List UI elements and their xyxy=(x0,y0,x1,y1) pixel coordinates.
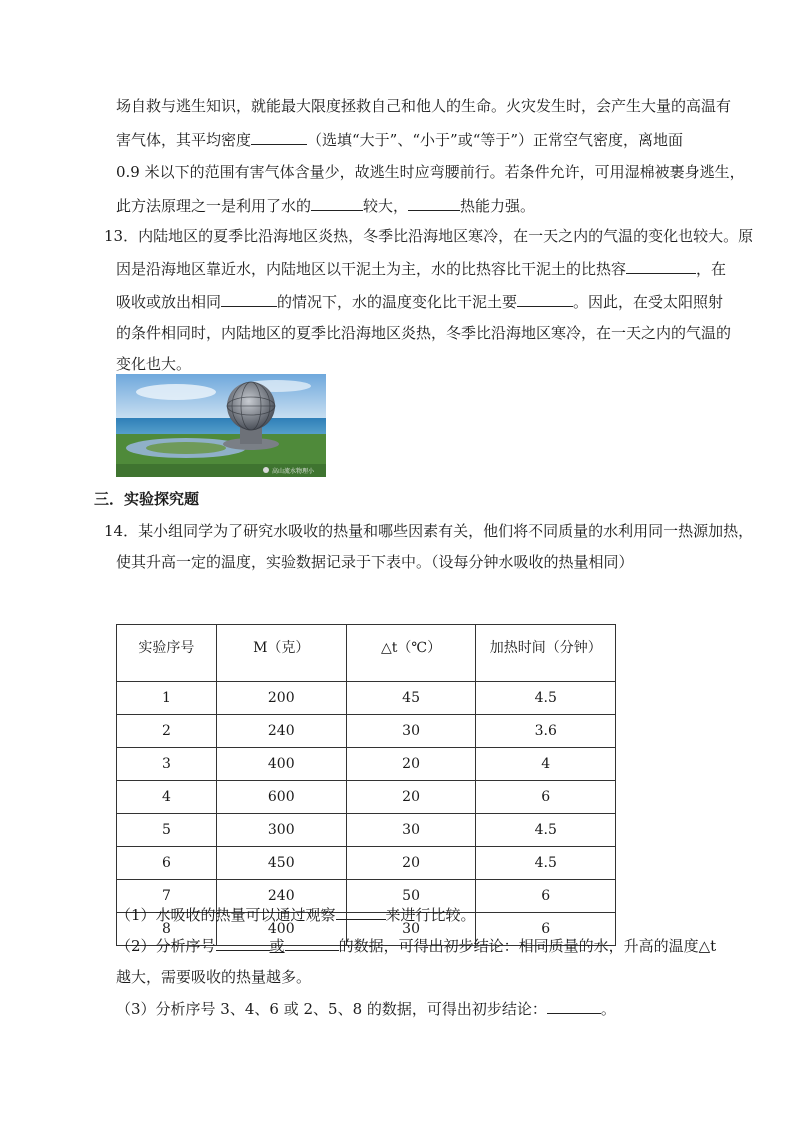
table-cell: 6 xyxy=(476,781,616,814)
table-cell: 4 xyxy=(117,781,217,814)
table-cell: 4.5 xyxy=(476,814,616,847)
table-cell: 7 xyxy=(117,880,217,913)
q14-sub-1-end: 来进行比较。 xyxy=(385,906,476,924)
answer-blank-serial-a[interactable] xyxy=(216,935,270,951)
q13-line-1: 13．内陆地区的夏季比沿海地区炎热，冬季比沿海地区寒冷，在一天之内的气温的变化也较大。原 xyxy=(104,227,754,245)
q12-line-4-end: 热能力强。 xyxy=(460,197,536,215)
table-cell: 45 xyxy=(346,682,476,715)
answer-blank-same-quantity[interactable] xyxy=(221,291,277,307)
table-cell: 400 xyxy=(216,748,346,781)
table-cell: 600 xyxy=(216,781,346,814)
q13-line-2-end: ，在 xyxy=(696,260,727,278)
answer-blank-conclusion[interactable] xyxy=(547,998,601,1014)
table-cell: 3 xyxy=(117,748,217,781)
table-header-cell: △t（℃） xyxy=(346,625,476,682)
q14-sub-2-or: 或 xyxy=(269,937,285,955)
answer-blank-serial-b[interactable] xyxy=(285,935,339,951)
section-heading: 三．实验探究题 xyxy=(94,490,200,508)
q12-line-4-start: 此方法原理之一是利用了水的 xyxy=(116,197,312,215)
coastal-landscape-photo xyxy=(116,374,326,477)
table-cell: 30 xyxy=(346,715,476,748)
q14-sub-1-start: （1）水吸收的热量可以通过观察 xyxy=(116,906,336,924)
q14-sub-2-start: （2）分析序号 xyxy=(116,937,216,955)
table-cell: 450 xyxy=(216,847,346,880)
table-cell: 240 xyxy=(216,880,346,913)
q14-sub-2 xyxy=(116,935,716,956)
table-row xyxy=(117,847,616,880)
q13-line-3-end: 。因此，在受太阳照射 xyxy=(573,293,724,311)
q13-line-3-start: 吸收或放出相同 xyxy=(116,293,222,311)
table-header-row xyxy=(117,625,616,682)
answer-blank-specific-heat[interactable] xyxy=(626,258,696,274)
q12-line-4 xyxy=(116,195,535,216)
q12-line-2-end: （选填“大于”、“小于”或“等于”）正常空气密度，离地面 xyxy=(307,131,684,149)
q14-sub-3-start: （3）分析序号 3、4、6 或 2、5、8 的数据，可得出初步结论： xyxy=(116,1000,547,1018)
table-cell: 240 xyxy=(216,715,346,748)
q14-sub-2-end: 的数据，可得出初步结论：相同质量的水，升高的温度△t xyxy=(338,937,717,955)
q14-sub-3 xyxy=(116,998,616,1019)
table-cell: 1 xyxy=(117,682,217,715)
q13-line-3 xyxy=(116,291,723,312)
answer-blank-density[interactable] xyxy=(251,129,307,145)
table-cell: 5 xyxy=(117,814,217,847)
answer-blank-observe[interactable] xyxy=(336,904,386,920)
q14-line-1: 14．某小组同学为了研究水吸收的热量和哪些因素有关，他们将不同质量的水利用同一热源加热， xyxy=(104,522,754,540)
table-cell: 300 xyxy=(216,814,346,847)
table-cell: 6 xyxy=(476,880,616,913)
table-cell: 3.6 xyxy=(476,715,616,748)
answer-blank-heat-ability[interactable] xyxy=(408,195,460,211)
table-header-cell: 加热时间（分钟） xyxy=(476,625,616,682)
table-header-cell: M（克） xyxy=(216,625,346,682)
answer-blank-temp-change[interactable] xyxy=(517,291,573,307)
table-cell: 6 xyxy=(476,913,616,946)
table-cell: 8 xyxy=(117,913,217,946)
table-cell: 30 xyxy=(346,814,476,847)
table-cell: 4.5 xyxy=(476,682,616,715)
table-row xyxy=(117,814,616,847)
q12-line-2 xyxy=(116,129,683,150)
q12-line-2-start: 害气体，其平均密度 xyxy=(116,131,252,149)
q12-line-1: 场自救与逃生知识，就能最大限度拯救自己和他人的生命。火灾发生时，会产生大量的高温有 xyxy=(116,97,732,115)
q14-sub-1 xyxy=(116,904,476,925)
table-row xyxy=(117,781,616,814)
table-row xyxy=(117,715,616,748)
q13-line-2-start: 因是沿海地区靠近水，内陆地区以干泥土为主，水的比热容比干泥土的比热容 xyxy=(116,260,627,278)
table-cell: 6 xyxy=(117,847,217,880)
table-cell: 2 xyxy=(117,715,217,748)
table-cell: 50 xyxy=(346,880,476,913)
q14-sub-2-continued: 越大，需要吸收的热量越多。 xyxy=(116,968,312,986)
experiment-data-table xyxy=(116,624,616,946)
q13-line-5: 变化也大。 xyxy=(116,355,192,373)
q14-sub-3-end: 。 xyxy=(600,1000,616,1018)
table-cell: 20 xyxy=(346,748,476,781)
table-cell: 30 xyxy=(346,913,476,946)
q13-line-2 xyxy=(116,258,726,279)
q12-line-4-mid: 较大， xyxy=(363,197,409,215)
table-cell: 4 xyxy=(476,748,616,781)
table-header-cell: 实验序号 xyxy=(117,625,217,682)
table-row xyxy=(117,682,616,715)
photo-watermark: 高山流水物理小 xyxy=(272,468,315,475)
q14-line-2: 使其升高一定的温度，实验数据记录于下表中。（设每分钟水吸收的热量相同） xyxy=(116,553,634,571)
table-cell: 200 xyxy=(216,682,346,715)
table-cell: 400 xyxy=(216,913,346,946)
table-row xyxy=(117,748,616,781)
table-cell: 4.5 xyxy=(476,847,616,880)
q13-line-4: 的条件相同时，内陆地区的夏季比沿海地区炎热，冬季比沿海地区寒冷，在一天之内的气温的 xyxy=(116,324,732,342)
q12-line-3: 0.9 米以下的范围有害气体含量少，故逃生时应弯腰前行。若条件允许，可用湿棉被裹身逃生， xyxy=(116,163,745,181)
q13-line-3-mid: 的情况下，水的温度变化比干泥土要 xyxy=(277,293,518,311)
table-cell: 20 xyxy=(346,847,476,880)
table-cell: 20 xyxy=(346,781,476,814)
answer-blank-water-property[interactable] xyxy=(311,195,363,211)
